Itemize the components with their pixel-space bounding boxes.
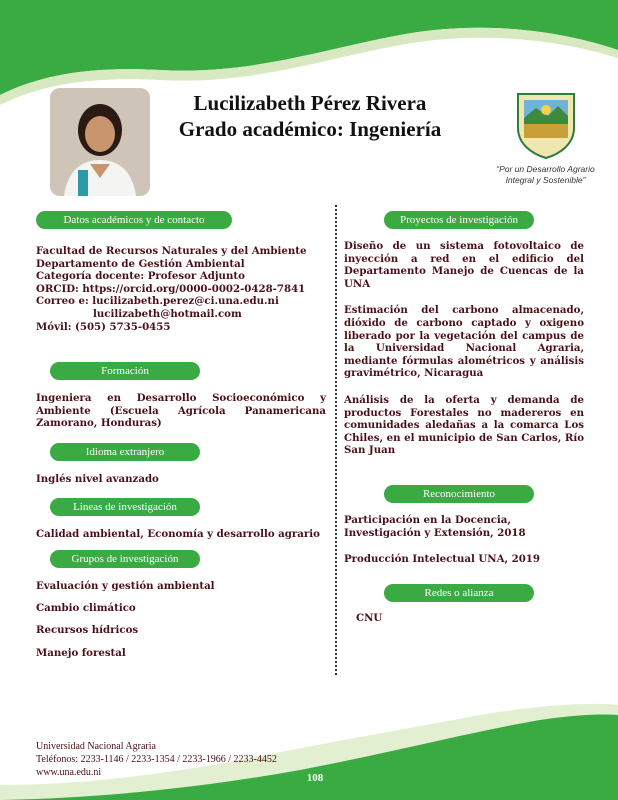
list-item: Producción Intelectual UNA, 2019 [344, 553, 540, 566]
footer-contact [36, 740, 277, 779]
networks-section-heading: Redes o alianza [384, 584, 534, 602]
person-name: Lucilizabeth Pérez Rivera [193, 91, 427, 115]
projects-section-heading: Proyectos de investigación [384, 211, 534, 229]
una-logo [514, 88, 578, 160]
research-groups-list [36, 580, 326, 659]
list-item: Diseño de un sistema fotovoltaico de inyección a red en el edificio del Departamento Manejo de Cuencas de la UNA [344, 240, 584, 290]
contact-section-heading: Datos académicos y de contacto [36, 211, 232, 229]
research-groups-heading: Grupos de investigación [50, 550, 200, 568]
footer-website: www.una.edu.ni [36, 767, 102, 778]
language-section-heading: Idioma extranjero [50, 443, 200, 461]
profile-header [160, 90, 460, 142]
recognitions-list [344, 514, 584, 566]
contact-line: Móvil: (505) 5735-0455 [36, 320, 171, 333]
research-lines-heading: Lineas de investigación [50, 498, 200, 516]
projects-list [344, 240, 584, 457]
list-item: Estimación del carbono almacenado, dióxido de carbono captado y oxigeno liberado por la vegetación del campus de la Universidad Nacional Agraria, mediante fórmulas alométricos y análisis gravimétrico, Nicaragua [344, 304, 584, 380]
contact-line: lucilizabeth@hotmail.com [93, 307, 242, 320]
research-lines-text: Calidad ambiental, Economía y desarrollo agrario [36, 528, 320, 540]
profile-photo [50, 88, 150, 196]
language-text: Inglés nivel avanzado [36, 473, 159, 485]
contact-details [36, 245, 326, 333]
column-divider [335, 205, 337, 675]
formation-text: Ingeniera en Desarrollo Socioeconómico y Ambiente (Escuela Agrícola Panamericana Zamorano, Honduras) [36, 392, 326, 430]
institution-motto: “Por un Desarrollo Agrario Integral y Sostenible” [496, 164, 595, 185]
contact-line: Correo e: lucilizabeth.perez@ci.una.edu.ni [36, 295, 279, 308]
list-item: Recursos hídricos [36, 624, 139, 637]
footer-org: Universidad Nacional Agraria [36, 741, 156, 752]
list-item: Cambio climático [36, 602, 136, 615]
formation-section-heading: Formación [50, 362, 200, 380]
recognition-section-heading: Reconocimiento [384, 485, 534, 503]
academic-degree: Grado académico: Ingeniería [178, 117, 442, 141]
contact-line: Facultad de Recursos Naturales y del Ambiente [36, 245, 307, 257]
list-item: Análisis de la oferta y demanda de productos Forestales no madereros en comunidades aledañas a la comarca Los Chiles, en el municipio de San Carlos, Río San Juan [344, 393, 584, 457]
list-item: Manejo forestal [36, 646, 126, 659]
list-item: Evaluación y gestión ambiental [36, 580, 215, 592]
contact-line: ORCID: https://orcid.org/0000-0002-0428-7841 [36, 282, 306, 295]
contact-line: Departamento de Gestión Ambiental [36, 257, 245, 270]
contact-line: Categoría docente: Profesor Adjunto [36, 270, 245, 283]
networks-text: CNU [356, 612, 383, 624]
list-item: Participación en la Docencia, Investigación y Extensión, 2018 [344, 514, 526, 539]
page-number: 108 [306, 772, 324, 784]
footer-phones: Teléfonos: 2233-1146 / 2233-1354 / 2233-1966 / 2233-4452 [36, 754, 277, 765]
